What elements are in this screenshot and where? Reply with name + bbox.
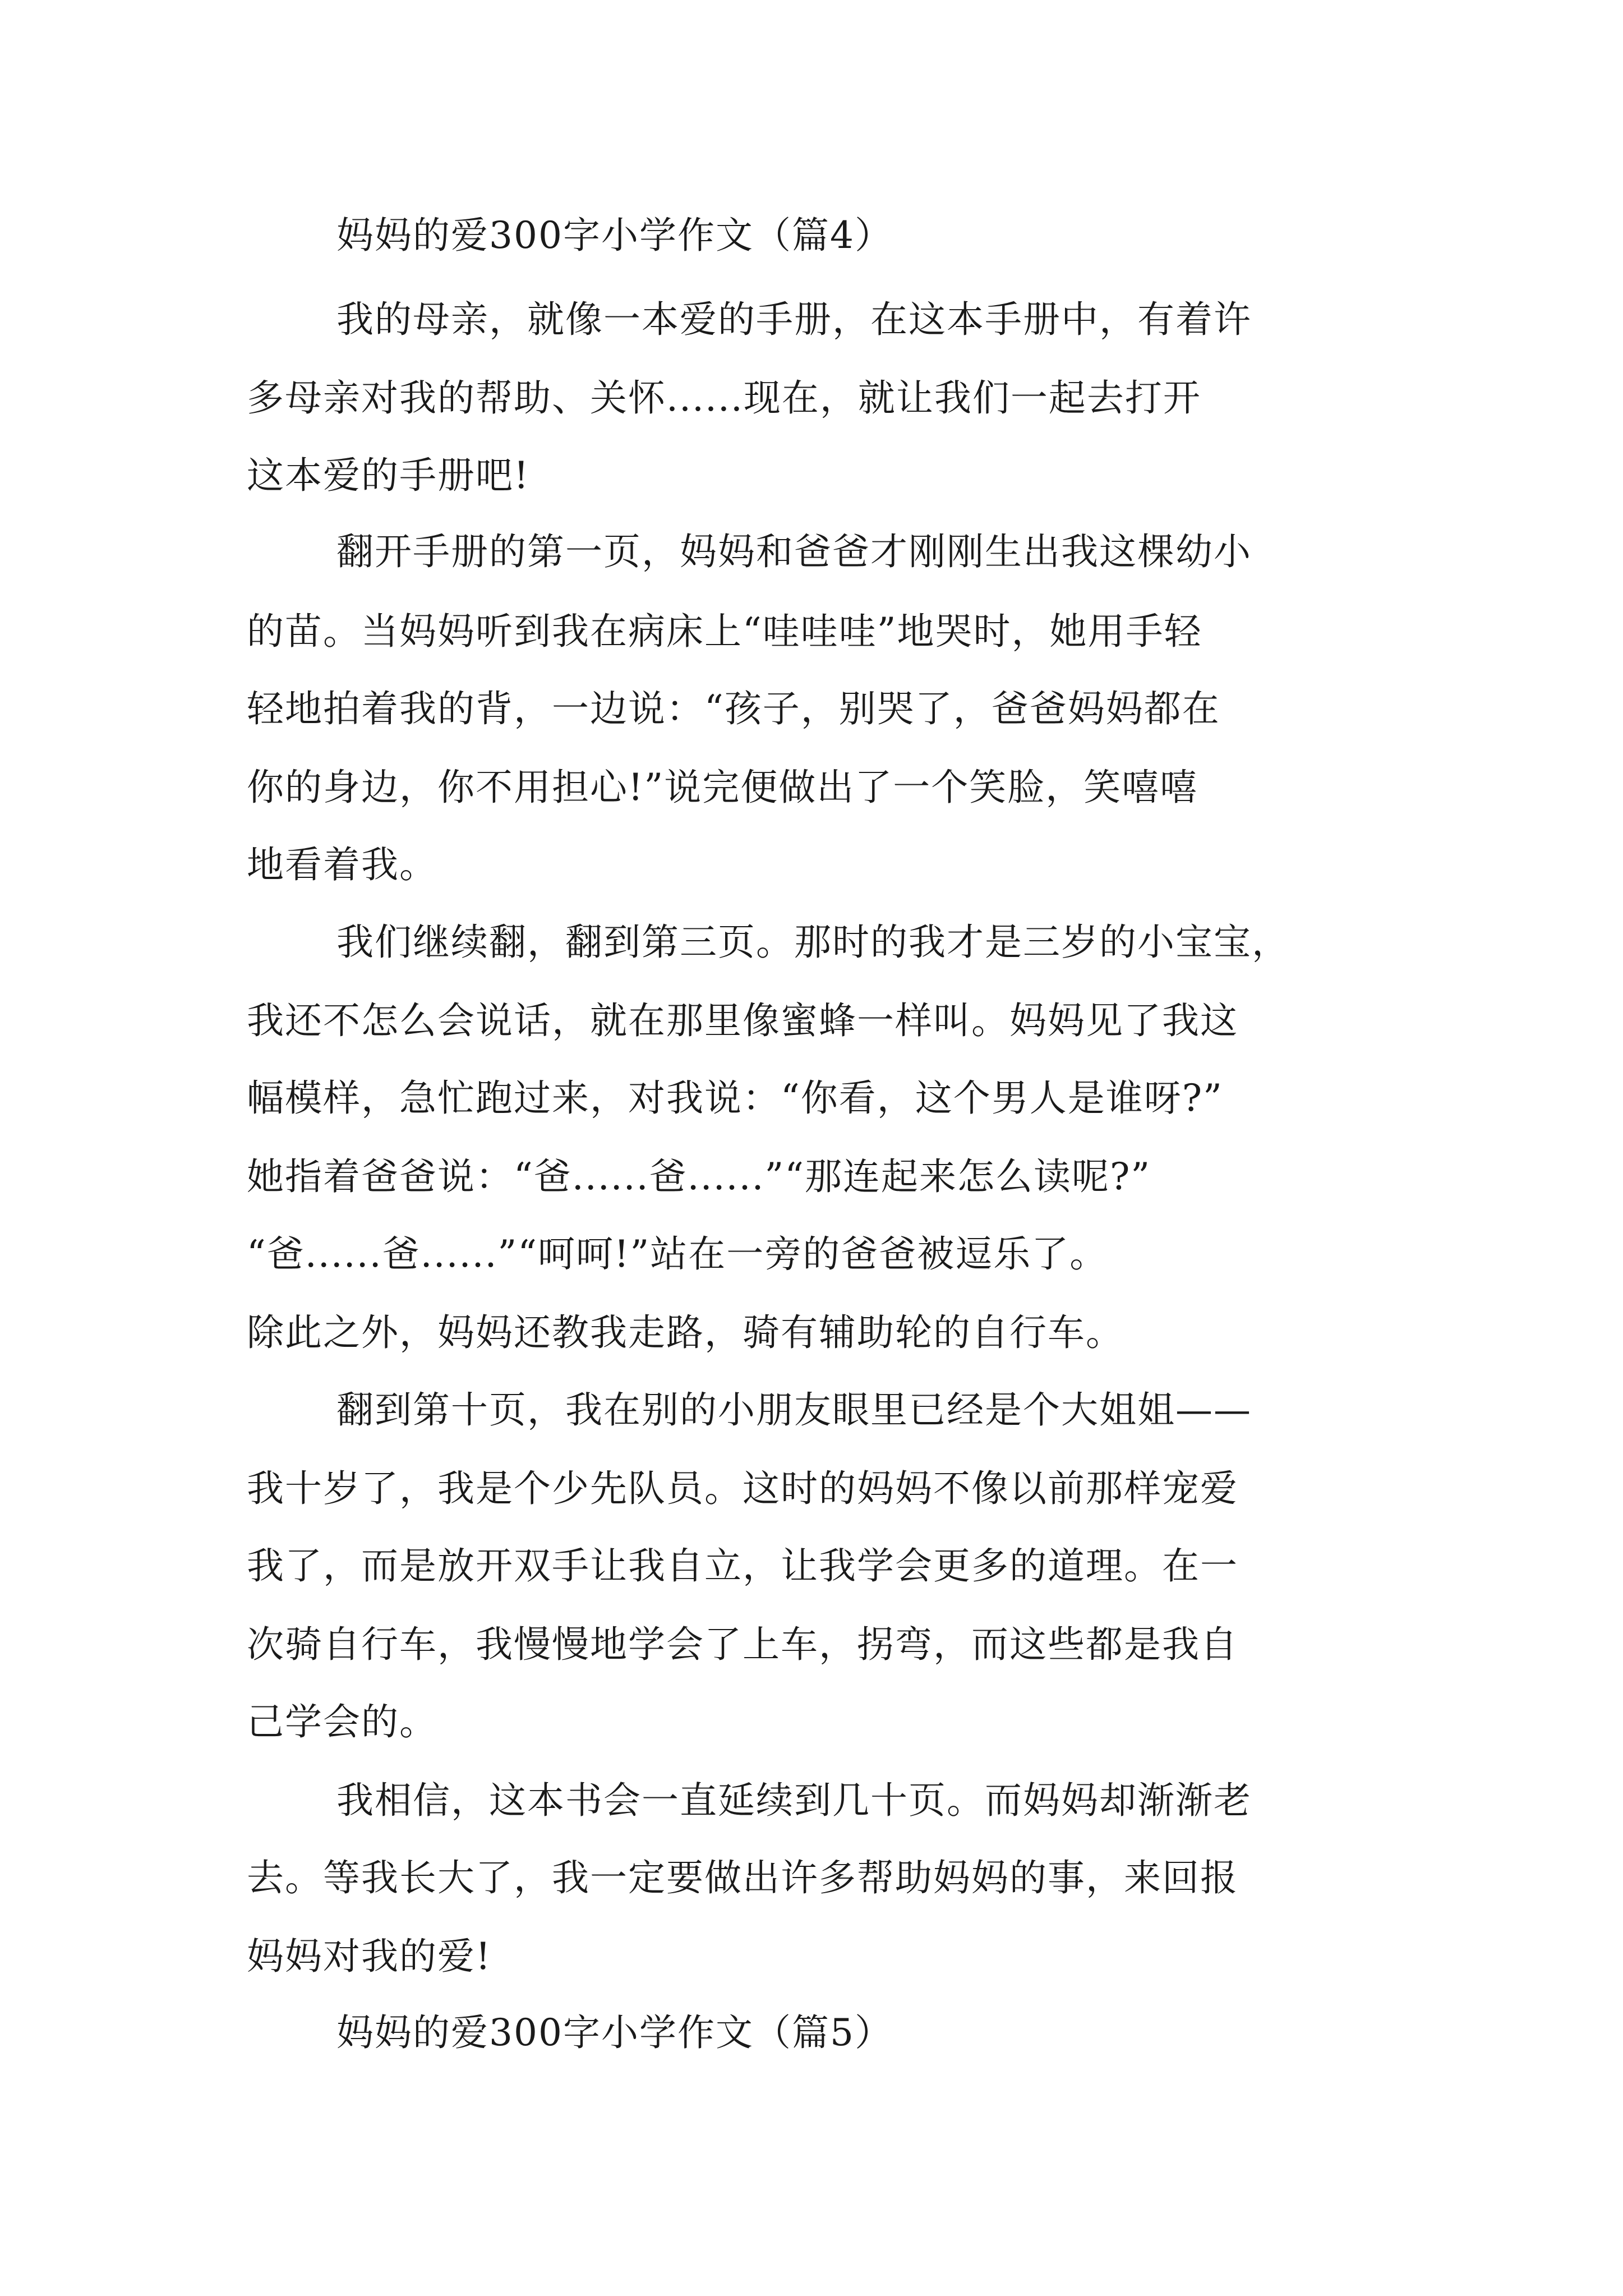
text-line: 除此之外，妈妈还教我走路，骑有辅助轮的自行车。 xyxy=(247,1311,1124,1354)
text-line: 妈妈对我的爱! xyxy=(247,1935,492,1978)
text-line: “爸......爸......”“呵呵!”站在一旁的爸爸被逗乐了。 xyxy=(247,1232,1108,1276)
text-line: 我十岁了，我是个少先队员。这时的妈妈不像以前那样宠爱 xyxy=(247,1467,1238,1510)
text-line: 翻开手册的第一页，妈妈和爸爸才刚刚生出我这棵幼小 xyxy=(336,530,1252,573)
text-line: 翻到第十页，我在别的小朋友眼里已经是个大姐姐—— xyxy=(336,1388,1252,1432)
text-line: 这本爱的手册吧! xyxy=(247,454,530,497)
text-line: 我了，而是放开双手让我自立，让我学会更多的道理。在一 xyxy=(247,1544,1238,1588)
text-line: 我相信，这本书会一直延续到几十页。而妈妈却渐渐老 xyxy=(336,1779,1252,1822)
text-line: 她指着爸爸说：“爸......爸......”“那连起来怎么读呢?” xyxy=(247,1155,1151,1198)
text-line: 我们继续翻，翻到第三页。那时的我才是三岁的小宝宝， xyxy=(336,921,1290,964)
text-line: 次骑自行车，我慢慢地学会了上车，拐弯，而这些都是我自 xyxy=(247,1623,1238,1666)
text-line: 轻地拍着我的背，一边说：“孩子，别哭了，爸爸妈妈都在 xyxy=(247,687,1220,730)
section-title-5: 妈妈的爱300字小学作文（篇5） xyxy=(336,2011,893,2054)
text-line: 幅模样，急忙跑过来，对我说：“你看，这个男人是谁呀?” xyxy=(247,1076,1223,1120)
text-line: 己学会的。 xyxy=(247,1700,437,1743)
text-line: 去。等我长大了，我一定要做出许多帮助妈妈的事，来回报 xyxy=(247,1856,1238,1899)
text-line: 的苗。当妈妈听到我在病床上“哇哇哇”地哭时，她用手轻 xyxy=(247,610,1202,653)
text-line: 多母亲对我的帮助、关怀......现在，就让我们一起去打开 xyxy=(247,376,1201,420)
text-line: 地看着我。 xyxy=(247,843,437,886)
text-line: 我还不怎么会说话，就在那里像蜜蜂一样叫。妈妈见了我这 xyxy=(247,999,1238,1042)
section-title-4: 妈妈的爱300字小学作文（篇4） xyxy=(336,214,893,257)
text-line: 我的母亲，就像一本爱的手册，在这本手册中，有着许 xyxy=(336,298,1252,341)
text-line: 你的身边，你不用担心!”说完便做出了一个笑脸，笑嘻嘻 xyxy=(247,766,1198,809)
